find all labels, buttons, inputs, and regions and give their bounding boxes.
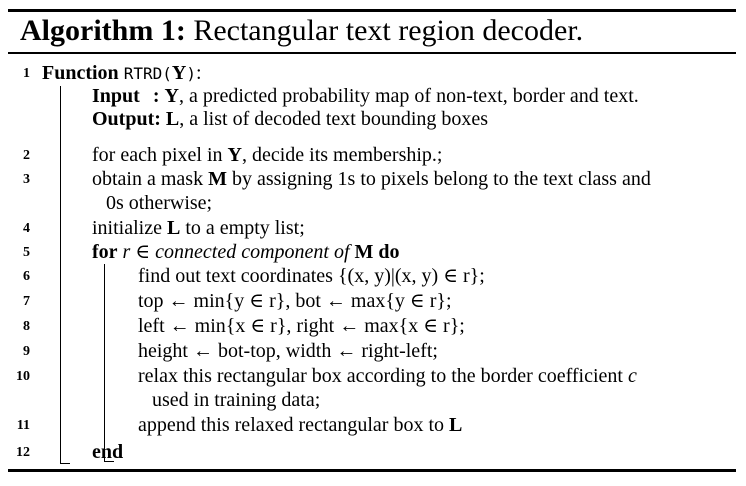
step-text: for each pixel in: [92, 144, 223, 166]
step-line: [92, 167, 651, 191]
for-operator: ∈: [135, 241, 151, 263]
line-number: 11: [16, 418, 30, 433]
input-keyword: Input: [92, 85, 140, 107]
algorithm-label: Algorithm 1:: [20, 14, 186, 47]
step-text: , decide its membership.;: [241, 144, 443, 166]
border-coefficient: c: [627, 365, 637, 387]
end-line: [92, 440, 123, 464]
output-keyword: Output:: [92, 108, 161, 130]
loop-step: top ← min{y ∈ r}, bot ← max{y ∈ r};: [138, 290, 452, 312]
step-line: [92, 216, 305, 240]
output-symbol: L: [165, 108, 180, 130]
for-keyword: for: [92, 241, 118, 263]
for-line: [92, 240, 400, 264]
input-symbol: Y: [164, 85, 179, 107]
loop-block-bar: [104, 264, 105, 462]
function-block-bar: [60, 86, 61, 464]
algorithm-title: [20, 12, 583, 50]
loop-step: find out text coordinates {(x, y)|(x, y) ∈ r};: [138, 265, 485, 287]
line-number: 4: [23, 221, 30, 236]
for-symbol: M: [354, 241, 374, 263]
input-line: [92, 84, 639, 108]
bottom-rule: [8, 469, 736, 472]
step-text: obtain a mask: [92, 168, 204, 190]
step-symbol: Y: [227, 144, 242, 166]
algorithm-caption: Rectangular text region decoder.: [193, 14, 584, 47]
do-keyword: do: [378, 241, 400, 263]
loop-step: [138, 413, 462, 437]
line-number: 9: [23, 344, 30, 359]
for-phrase: connected component of: [155, 241, 350, 263]
step-symbol: L: [449, 414, 463, 436]
loop-step: [138, 364, 637, 388]
line-number: 10: [16, 369, 30, 384]
function-keyword: Function: [42, 62, 119, 84]
loop-step: left ← min{x ∈ r}, right ← max{x ∈ r};: [138, 315, 465, 337]
step-continuation: used in training data;: [152, 389, 321, 411]
function-arg: Y: [171, 62, 187, 84]
step-text: initialize: [92, 217, 162, 239]
step-text: relax this rectangular box according to the border coefficient: [138, 365, 623, 387]
line-number: 1: [23, 66, 30, 81]
line-number: 8: [23, 319, 30, 334]
line-number: 3: [23, 172, 30, 187]
output-text: , a list of decoded text bounding boxes: [179, 108, 489, 130]
line-number: 6: [23, 269, 30, 284]
step-text: append this relaxed rectangular box to: [138, 414, 444, 436]
end-keyword: end: [92, 441, 124, 463]
function-header: Function RTRD(Y):: [42, 62, 202, 84]
line-number: 5: [23, 245, 30, 260]
line-number: 7: [23, 294, 30, 309]
step-text: to a empty list;: [185, 217, 305, 239]
step-text: by assigning 1s to pixels belong to the text class and: [231, 168, 651, 190]
step-line: [92, 143, 442, 167]
function-name: RTRD: [123, 64, 163, 83]
input-text: , a predicted probability map of non-text, border and text.: [178, 85, 639, 107]
loop-step: height ← bot-top, width ← right-left;: [138, 340, 438, 362]
for-var: r: [122, 241, 131, 263]
step-symbol: M: [208, 168, 227, 190]
step-symbol: L: [166, 217, 181, 239]
input-colon: :: [152, 85, 160, 107]
title-rule: [8, 52, 736, 54]
output-line: [92, 107, 488, 131]
function-colon: :: [195, 62, 202, 84]
line-number: 12: [16, 445, 30, 460]
line-number: 2: [23, 148, 30, 163]
step-continuation: 0s otherwise;: [106, 192, 213, 214]
function-end-tick: [60, 463, 70, 464]
